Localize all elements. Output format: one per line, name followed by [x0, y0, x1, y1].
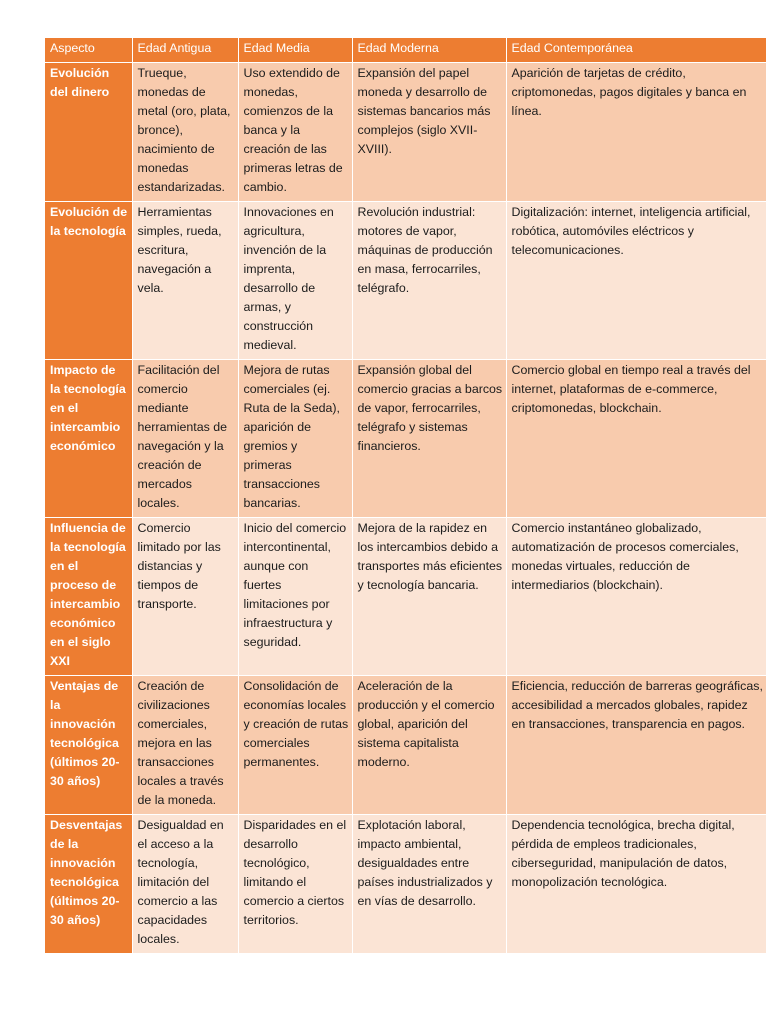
- table-cell: Herramientas simples, rueda, escritura, navegación a vela.: [132, 202, 238, 360]
- row-aspect-label: Evolución de la tecnología: [45, 202, 132, 360]
- table-cell: Uso extendido de monedas, comienzos de la banca y la creación de las primeras letras de cambio.: [238, 63, 352, 202]
- row-aspect-label: Desventajas de la innovación tecnológica (últimos 20-30 años): [45, 815, 132, 954]
- table-row: [45, 202, 766, 360]
- row-aspect-label: Impacto de la tecnología en el intercambio económico: [45, 360, 132, 518]
- table-header-row: [45, 38, 766, 63]
- table-cell: Facilitación del comercio mediante herramientas de navegación y la creación de mercados locales.: [132, 360, 238, 518]
- header-edad-moderna: Edad Moderna: [352, 38, 506, 63]
- table-cell: Eficiencia, reducción de barreras geográficas, accesibilidad a mercados globales, rapidez en transacciones, transparencia en pagos.: [506, 676, 766, 815]
- table-cell: Innovaciones en agricultura, invención de la imprenta, desarrollo de armas, y construcción medieval.: [238, 202, 352, 360]
- table-row: [45, 676, 766, 815]
- header-aspecto: Aspecto: [45, 38, 132, 63]
- table-cell: Mejora de la rapidez en los intercambios debido a transportes más eficientes y tecnología bancaria.: [352, 518, 506, 676]
- header-edad-antigua: Edad Antigua: [132, 38, 238, 63]
- table-row: [45, 815, 766, 954]
- table-cell: Comercio limitado por las distancias y tiempos de transporte.: [132, 518, 238, 676]
- table-cell: Expansión del papel moneda y desarrollo de sistemas bancarios más complejos (siglo XVII-XVIII).: [352, 63, 506, 202]
- table-cell: Consolidación de economías locales y creación de rutas comerciales permanentes.: [238, 676, 352, 815]
- table-cell: Mejora de rutas comerciales (ej. Ruta de la Seda), aparición de gremios y primeras transacciones bancarias.: [238, 360, 352, 518]
- table-cell: Creación de civilizaciones comerciales, mejora en las transacciones locales a través de la moneda.: [132, 676, 238, 815]
- table-cell: Comercio global en tiempo real a través del internet, plataformas de e-commerce, criptomonedas, blockchain.: [506, 360, 766, 518]
- table-cell: Inicio del comercio intercontinental, aunque con fuertes limitaciones por infraestructura y seguridad.: [238, 518, 352, 676]
- table-cell: Digitalización: internet, inteligencia artificial, robótica, automóviles eléctricos y telecomunicaciones.: [506, 202, 766, 360]
- table-cell: Explotación laboral, impacto ambiental, desigualdades entre países industrializados y en vías de desarrollo.: [352, 815, 506, 954]
- table-cell: Aparición de tarjetas de crédito, criptomonedas, pagos digitales y banca en línea.: [506, 63, 766, 202]
- table-cell: Trueque, monedas de metal (oro, plata, bronce), nacimiento de monedas estandarizadas.: [132, 63, 238, 202]
- table-cell: Revolución industrial: motores de vapor, máquinas de producción en masa, ferrocarriles, telégrafo.: [352, 202, 506, 360]
- table-row: [45, 360, 766, 518]
- row-aspect-label: Evolución del dinero: [45, 63, 132, 202]
- row-aspect-label: Ventajas de la innovación tecnológica (últimos 20-30 años): [45, 676, 132, 815]
- table-cell: Comercio instantáneo globalizado, automatización de procesos comerciales, monedas virtuales, reducción de intermediarios (blockchain).: [506, 518, 766, 676]
- table-cell: Desigualdad en el acceso a la tecnología, limitación del comercio a las capacidades locales.: [132, 815, 238, 954]
- row-aspect-label: Influencia de la tecnología en el proceso de intercambio económico en el siglo XXI: [45, 518, 132, 676]
- table-row: [45, 518, 766, 676]
- table-cell: Dependencia tecnológica, brecha digital, pérdida de empleos tradicionales, ciberseguridad, manipulación de datos, monopolización tecnológica.: [506, 815, 766, 954]
- table-row: [45, 63, 766, 202]
- table-cell: Aceleración de la producción y el comercio global, aparición del sistema capitalista moderno.: [352, 676, 506, 815]
- table-cell: Expansión global del comercio gracias a barcos de vapor, ferrocarriles, telégrafo y sistemas financieros.: [352, 360, 506, 518]
- header-edad-contemporanea: Edad Contemporánea: [506, 38, 766, 63]
- table-cell: Disparidades en el desarrollo tecnológico, limitando el comercio a ciertos territorios.: [238, 815, 352, 954]
- comparison-table: [45, 38, 766, 954]
- header-edad-media: Edad Media: [238, 38, 352, 63]
